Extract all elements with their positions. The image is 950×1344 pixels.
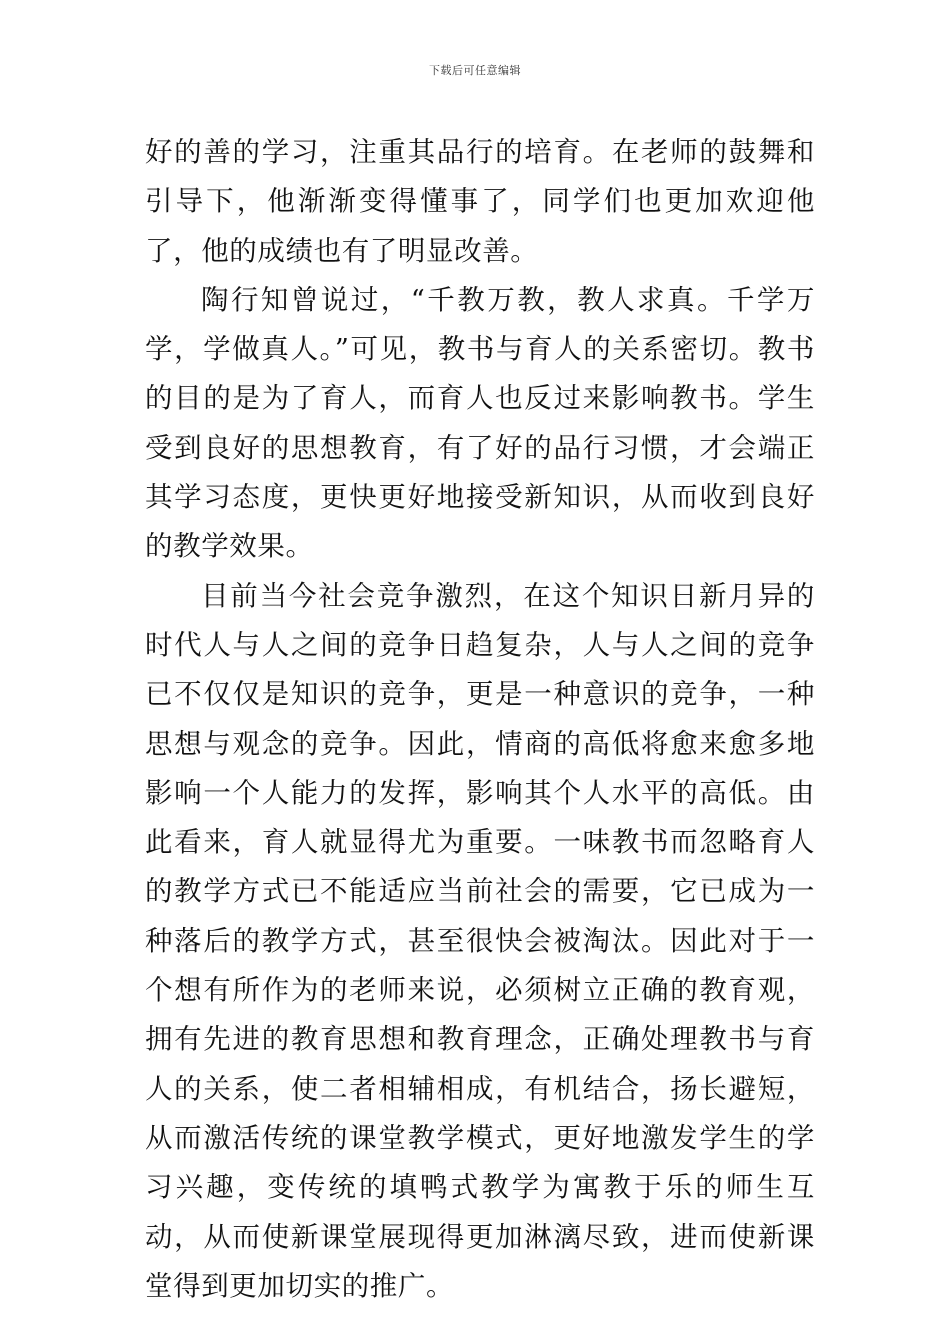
paragraph-3: 目前当今社会竞争激烈，在这个知识日新月异的时代人与人之间的竞争日趋复杂，人与人之间的竞争已不仅仅是知识的竞争，更是一种意识的竞争，一种思想与观念的竞争。因此，情商的高低将愈来愈多地影响一个人能力的发挥，影响其个人水平的高低。由此看来，育人就显得尤为重要。一味教书而忽略育人的教学方式已不能适应当前社会的需要，它已成为一种落后的教学方式，甚至很快会被淘汰。因此对于一个想有所作为的老师来说，必须树立正确的教育观，拥有先进的教育思想和教育理念，正确处理教书与育人的关系，使二者相辅相成，有机结合，扬长避短，从而激活传统的课堂教学模式，更好地激发学生的学习兴趣，变传统的填鸭式教学为寓教于乐的师生互动，从而使新课堂展现得更加淋漓尽致，进而使新课堂得到更加切实的推广。 xyxy=(145,579,815,1302)
page-header: 下载后可任意编辑 xyxy=(429,64,521,77)
document-body xyxy=(145,128,815,1311)
paragraph-1: 好的善的学习，注重其品行的培育。在老师的鼓舞和引导下，他渐渐变得懂事了，同学们也更加欢迎他了，他的成绩也有了明显改善。 xyxy=(145,136,815,267)
paragraph-2: 陶行知曾说过，“千教万教，教人求真。千学万学，学做真人。”可见，教书与育人的关系密切。教书的目的是为了育人，而育人也反过来影响教书。学生受到良好的思想教育，有了好的品行习惯，才会端正其学习态度，更快更好地接受新知识，从而收到良好的教学效果。 xyxy=(145,283,815,563)
